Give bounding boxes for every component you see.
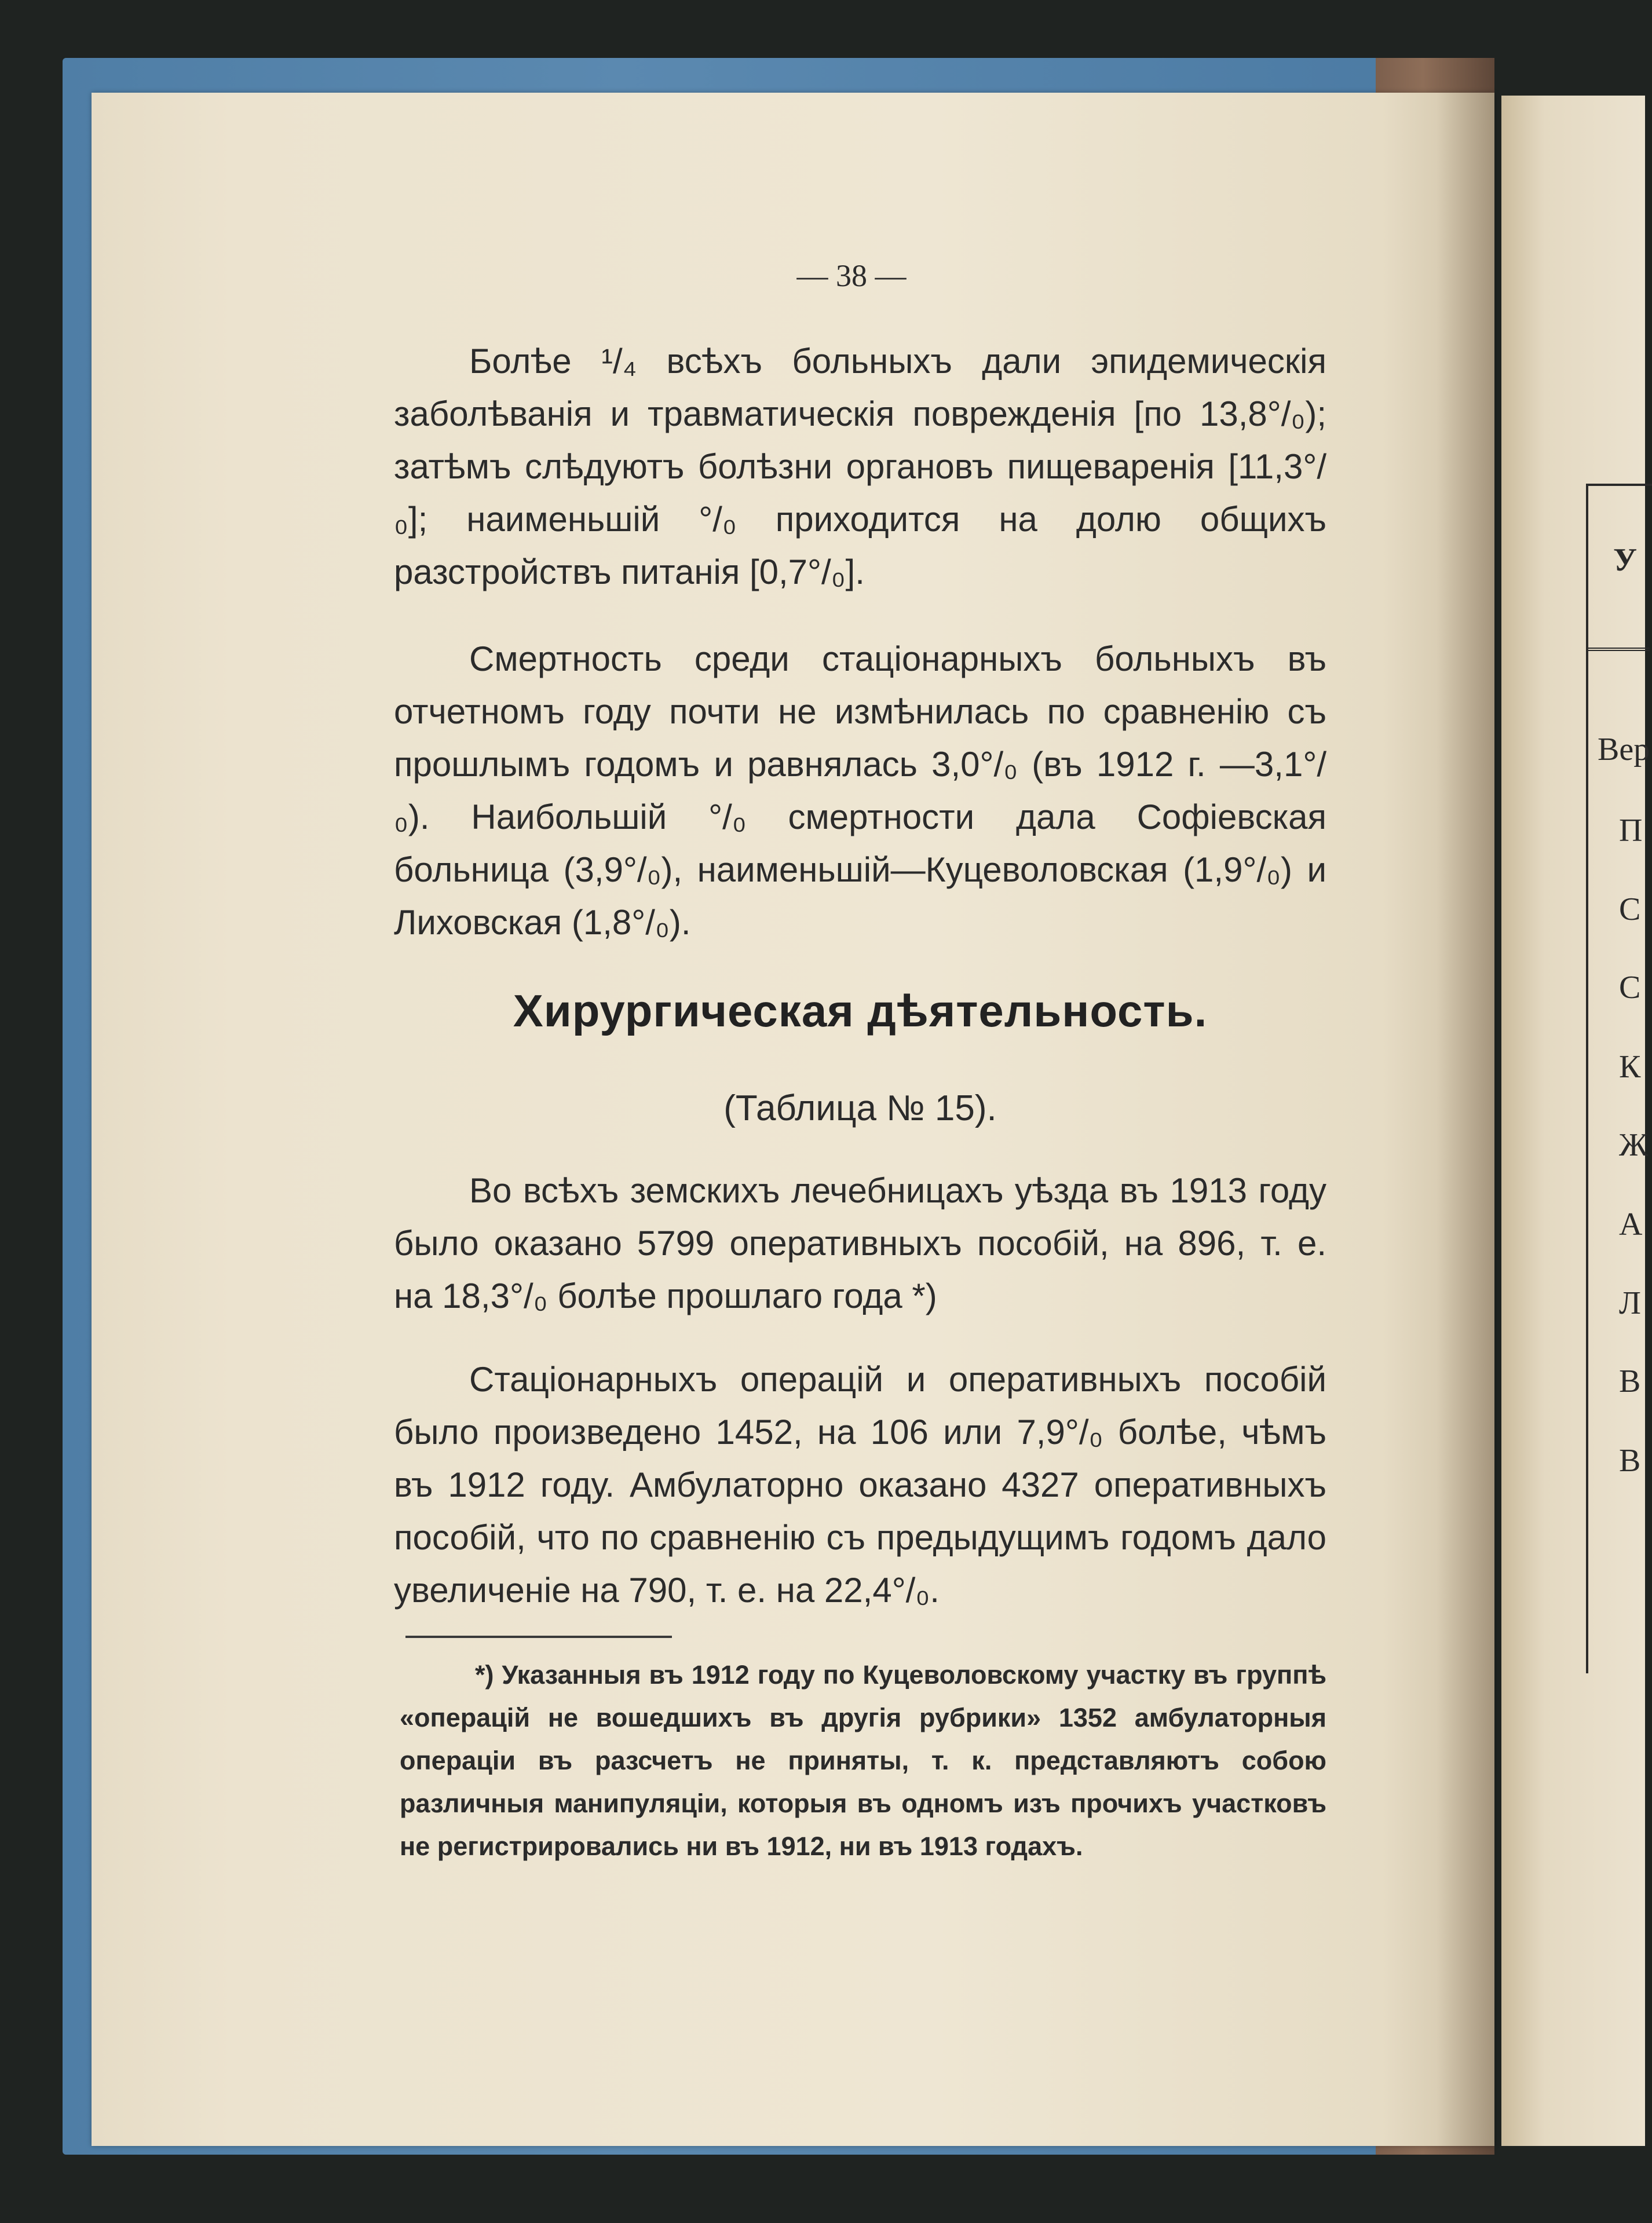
next-page-fragment: Вер xyxy=(1598,732,1650,767)
footnote-text: *) Указанныя въ 1912 году по Куцеволовскому участку въ группѣ «операцій не вошедшихъ въ другія рубрики» 1352 амбулаторныя операціи въ разсчетъ не приняты, т. к. представляютъ собою различныя манипуляціи, которыя въ одномъ изъ прочихъ участковъ не регистрировались ни въ 1912, ни въ 1913 годахъ. xyxy=(400,1660,1326,1861)
paragraph-block-1 xyxy=(394,335,1326,598)
next-page-fragment: С xyxy=(1619,891,1641,927)
page-gutter-shadow xyxy=(1437,93,1494,2146)
next-page-fragment: В xyxy=(1619,1443,1641,1479)
next-page-fragment: У xyxy=(1613,542,1638,578)
next-page-text-fragments xyxy=(1596,0,1648,2223)
next-page-fragment: Л xyxy=(1619,1285,1641,1321)
paragraph-block-2 xyxy=(394,632,1326,949)
paragraph: Болѣе ¹/₄ всѣхъ больныхъ дали эпидемическія заболѣванія и травматическія поврежденія [по 13,8°/₀); затѣмъ слѣдуютъ болѣзни органовъ пищеваренія [11,3°/₀]; наименьшій °/₀ приходится на долю общихъ разстройствъ питанія [0,7°/₀]. xyxy=(394,342,1326,591)
next-page-fragment: К xyxy=(1619,1049,1641,1085)
page-number: — 38 — xyxy=(796,258,907,293)
footnote-divider xyxy=(405,1636,672,1638)
paragraph: Стаціонарныхъ операцій и оперативныхъ пособій было произведено 1452, на 106 или 7,9°/₀ болѣе, чѣмъ въ 1912 году. Амбулаторно оказано 4327 оперативныхъ пособій, что по сравненію съ предыдущимъ годомъ дало увеличеніе на 790, т. е. на 22,4°/₀. xyxy=(394,1360,1326,1610)
next-page-fragment: А xyxy=(1619,1206,1643,1242)
footnote xyxy=(400,1654,1326,1868)
next-page-fragment: П xyxy=(1619,813,1643,849)
paragraph-block-3 xyxy=(394,1164,1326,1322)
next-page-fragment: В xyxy=(1619,1363,1641,1399)
paragraph-block-4 xyxy=(394,1353,1326,1617)
section-subheading: (Таблица № 15). xyxy=(723,1088,997,1128)
next-page-fragment: Ж xyxy=(1619,1127,1649,1163)
section-heading: Хирургическая дѣятельность. xyxy=(513,985,1208,1036)
next-page-fragment: С xyxy=(1619,970,1641,1006)
paragraph: Во всѣхъ земскихъ лечебницахъ уѣзда въ 1913 году было оказано 5799 оперативныхъ пособій, на 896, т. е. на 18,3°/₀ болѣе прошлаго года *) xyxy=(394,1171,1326,1315)
paragraph: Смертность среди стаціонарныхъ больныхъ въ отчетномъ году почти не измѣнилась по сравненію съ прошлымъ годомъ и равнялась 3,0°/₀ (въ 1912 г. —3,1°/₀). Наибольшій °/₀ смертности дала Софіевская больница (3,9°/₀), наименьшій—Куцеволовская (1,9°/₀) и Лиховская (1,8°/₀). xyxy=(394,639,1326,942)
